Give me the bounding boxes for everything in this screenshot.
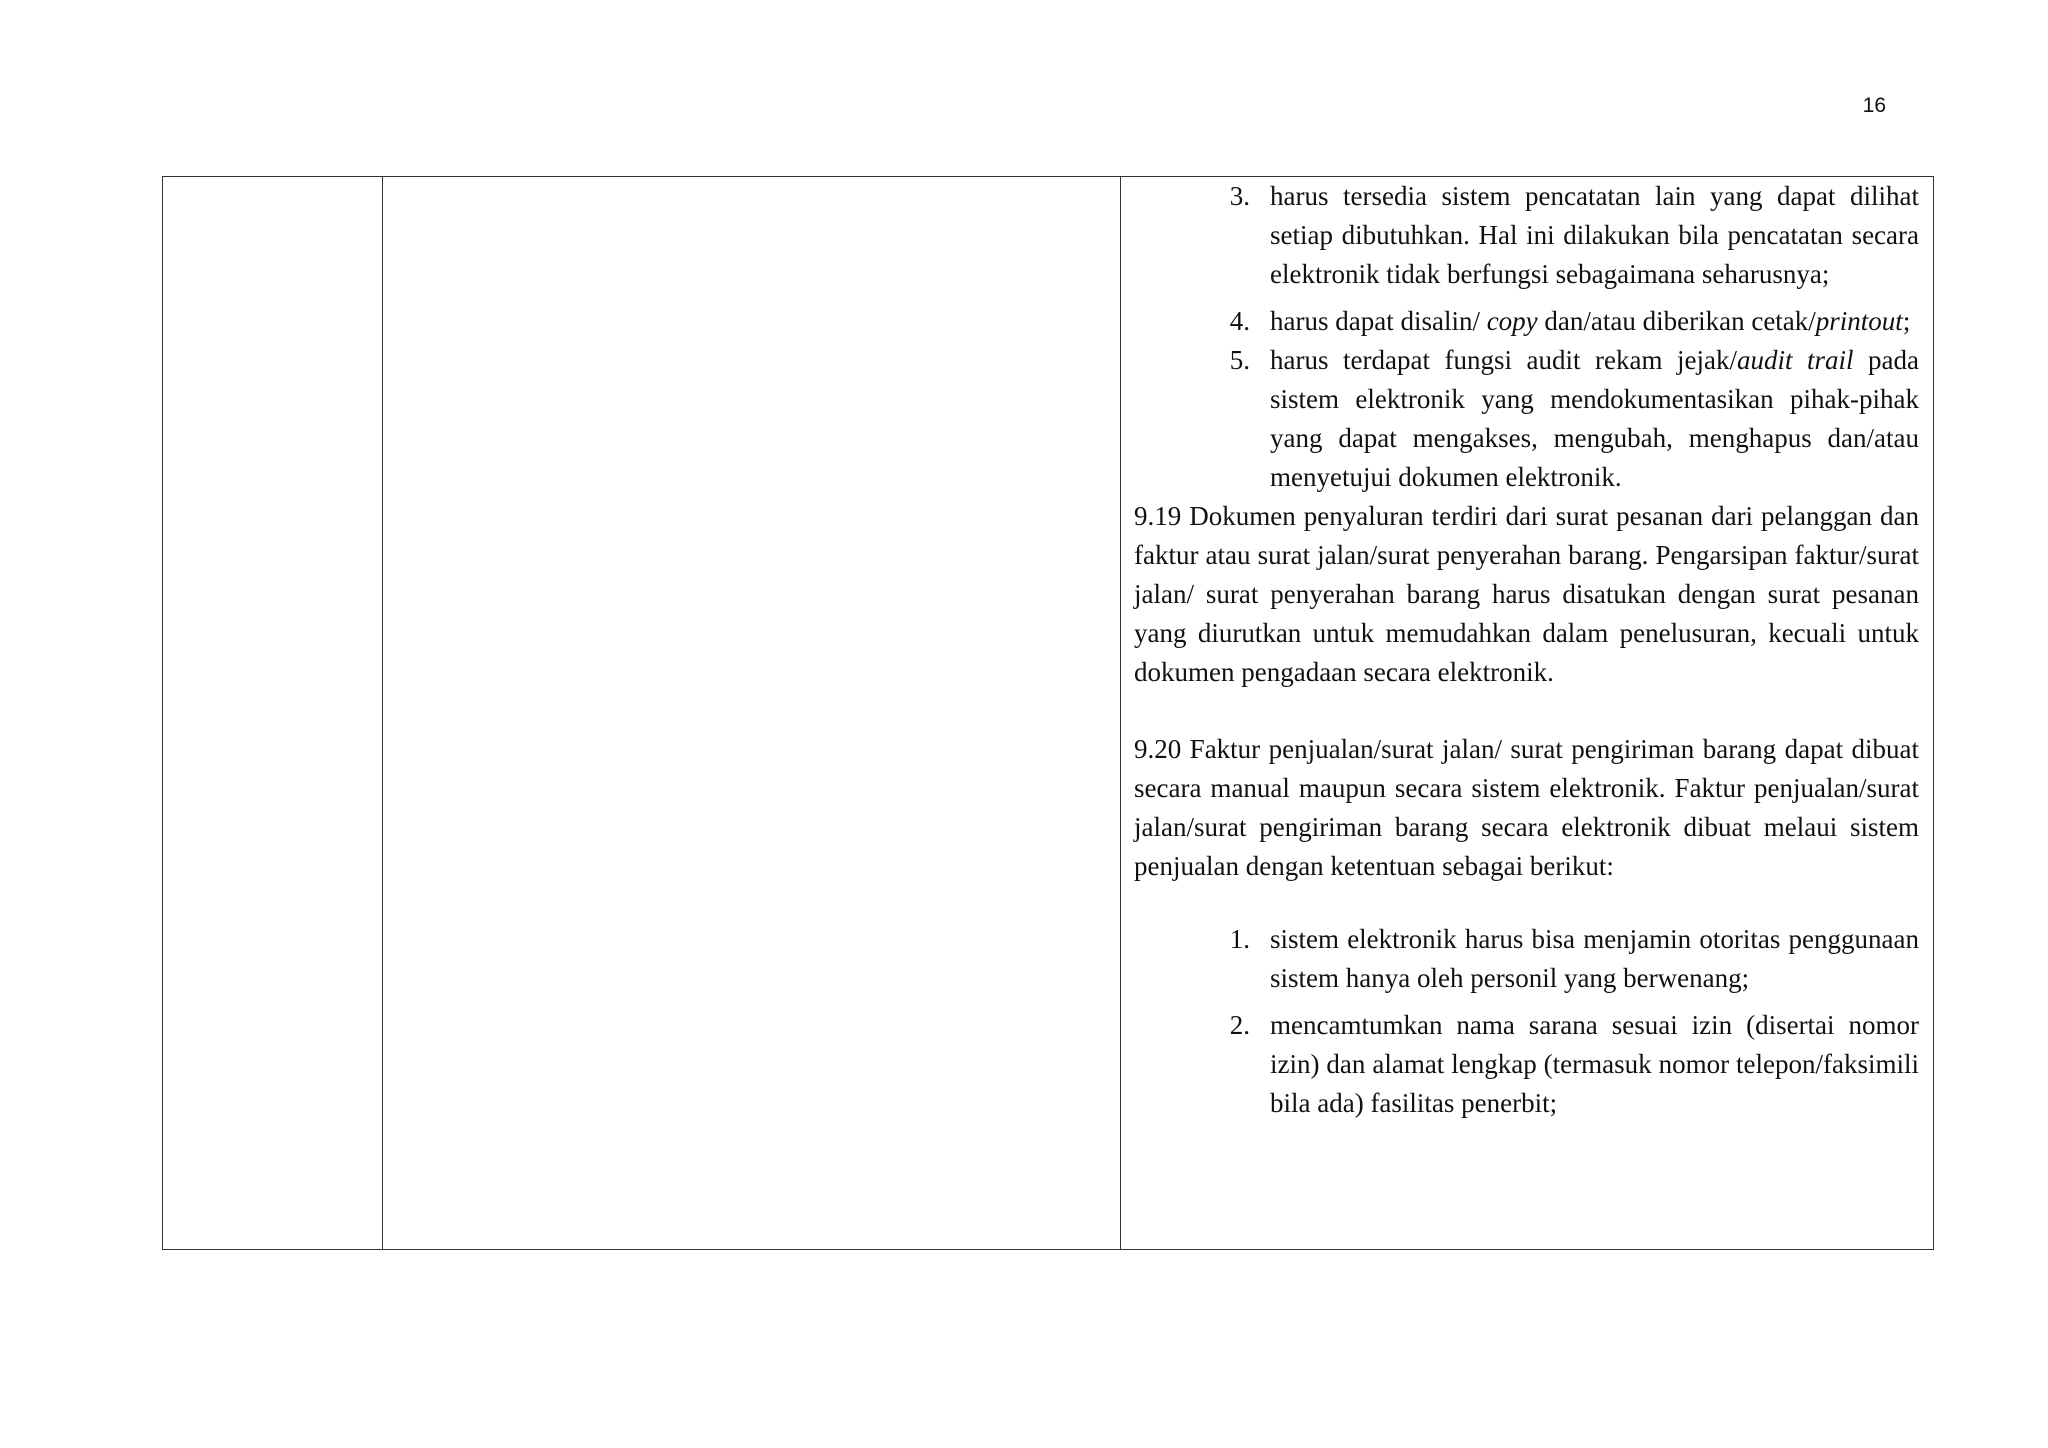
list-item — [1204, 920, 1919, 998]
list-item-number: 3. — [1229, 181, 1250, 211]
cell-content — [1134, 177, 1919, 1123]
list-item — [1204, 1006, 1919, 1123]
list-item-text: harus dapat disalin/ copy dan/atau diberikan cetak/printout; — [1270, 306, 1911, 336]
table-column-1 — [163, 177, 383, 1249]
page-number: 16 — [1862, 94, 1886, 117]
list-item-text: harus terdapat fungsi audit rekam jejak/audit trail pada sistem elektronik yang mendokumentasikan pihak-pihak yang dapat mengakses, mengubah, menghapus dan/atau menyetujui dokumen elektronik. — [1270, 345, 1920, 492]
list-item-text: sistem elektronik harus bisa menjamin otoritas penggunaan sistem hanya oleh personil yang berwenang; — [1270, 924, 1919, 993]
table-column-2 — [383, 177, 1121, 1249]
table-column-3 — [1121, 177, 1933, 1249]
list-item-text: harus tersedia sistem pencatatan lain yang dapat dilihat setiap dibutuhkan. Hal ini dilakukan bila pencatatan secara elektronik tidak berfungsi sebagaimana seharusnya; — [1270, 181, 1919, 289]
list-item-number: 1. — [1229, 924, 1250, 954]
list-item-number: 2. — [1229, 1010, 1250, 1040]
list-item — [1204, 341, 1919, 497]
list-item-number: 4. — [1229, 306, 1250, 336]
paragraph-9-19: 9.19 Dokumen penyaluran terdiri dari surat pesanan dari pelanggan dan faktur atau surat jalan/surat penyerahan barang. Pengarsipan faktur/surat jalan/ surat penyerahan barang harus disatukan dengan surat pesanan yang diurutkan untuk memudahkan dalam penelusuran, kecuali untuk dokumen pengadaan secara elektronik. — [1134, 501, 1919, 687]
list-item-text: mencamtumkan nama sarana sesuai izin (disertai nomor izin) dan alamat lengkap (termasuk nomor telepon/faksimili bila ada) fasilitas penerbit; — [1270, 1010, 1919, 1118]
list-item — [1204, 177, 1919, 294]
paragraph-9-20: 9.20 Faktur penjualan/surat jalan/ surat pengiriman barang dapat dibuat secara manual maupun secara sistem elektronik. Faktur penjualan/surat jalan/surat pengiriman barang secara elektronik dibuat melaui sistem penjualan dengan ketentuan sebagai berikut: — [1134, 734, 1919, 881]
content-table — [162, 176, 1934, 1250]
list-item-number: 5. — [1229, 345, 1250, 375]
list-item — [1204, 302, 1919, 341]
